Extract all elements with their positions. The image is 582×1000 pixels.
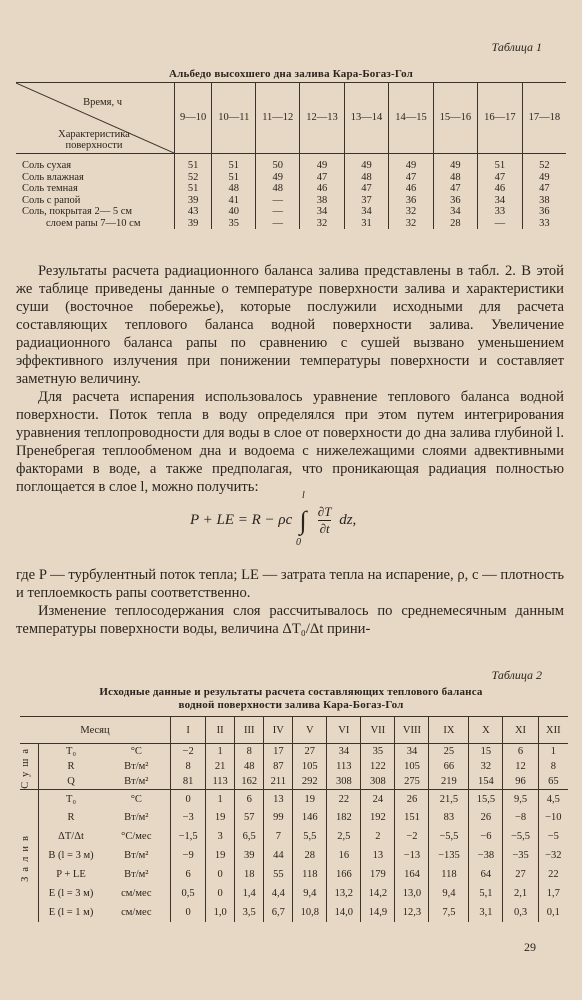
col-header: 10—11 [212, 83, 256, 154]
albedo-cell: 51 [175, 183, 212, 195]
value-cell: 35 [361, 744, 395, 759]
month-header-cell: VIII [395, 717, 429, 744]
table2-row [20, 744, 568, 759]
value-cell: 22 [327, 789, 361, 808]
value-cell: 3,5 [235, 903, 264, 922]
albedo-cell: 39 [175, 195, 212, 207]
value-cell: 12,3 [395, 903, 429, 922]
value-cell: 3 [206, 827, 235, 846]
value-cell: −5,5 [503, 827, 538, 846]
albedo-cell: 46 [300, 183, 344, 195]
value-cell: 26 [469, 808, 503, 827]
albedo-cell: 34 [433, 206, 477, 218]
value-cell: −3 [171, 808, 206, 827]
albedo-cell: 32 [389, 206, 433, 218]
paragraph-definitions: где P — турбулентный поток тепла; LE — затрата тепла на испарение, ρ, c — плотность и теплоемкость рапы соответственно. [16, 567, 564, 601]
table1-row [16, 154, 566, 172]
col-header: 11—12 [256, 83, 300, 154]
albedo-cell: 47 [522, 183, 566, 195]
table2-title-line2: водной поверхности залива Кара-Богаз-Гол [178, 699, 404, 711]
month-header: Месяц [20, 717, 171, 744]
month-header-cell: II [206, 717, 235, 744]
value-cell: 19 [206, 846, 235, 865]
table1-corner-cell [16, 83, 175, 154]
value-cell: 1,7 [538, 884, 568, 903]
table2-row [20, 865, 568, 884]
value-cell: 17 [264, 744, 293, 759]
albedo-cell: 36 [433, 195, 477, 207]
value-cell: 21 [206, 759, 235, 774]
value-cell: 15 [469, 744, 503, 759]
formula-tail: dz, [339, 511, 357, 528]
value-cell: 18 [235, 865, 264, 884]
value-cell: 6 [503, 744, 538, 759]
unit-cell: Вт/м² [124, 850, 149, 862]
value-cell: 64 [469, 865, 503, 884]
param-cell: E (l = 1 м) [48, 907, 94, 919]
value-cell: 179 [361, 865, 395, 884]
value-cell: 21,5 [429, 789, 469, 808]
value-cell: 55 [264, 865, 293, 884]
value-cell: 14,2 [361, 884, 395, 903]
value-cell: 22 [538, 865, 568, 884]
param-cell: T₀ [39, 789, 103, 808]
value-cell: 0 [206, 884, 235, 903]
value-cell: 8 [538, 759, 568, 774]
value-cell: 2,1 [503, 884, 538, 903]
albedo-cell: 46 [389, 183, 433, 195]
heat-balance-formula [190, 489, 357, 548]
albedo-cell: 38 [522, 195, 566, 207]
value-cell: 275 [395, 774, 429, 789]
value-cell: 113 [327, 759, 361, 774]
row-label: слоем рапы 7—10 см [46, 217, 141, 229]
col-header: 14—15 [389, 83, 433, 154]
param-cell: ΔT/Δt [58, 831, 84, 843]
value-cell: 146 [293, 808, 327, 827]
value-cell: 308 [327, 774, 361, 789]
col-header: 16—17 [478, 83, 522, 154]
month-header-cell: IV [264, 717, 293, 744]
value-cell: 83 [429, 808, 469, 827]
fraction-denominator: ∂t [319, 521, 330, 536]
albedo-cell: 34 [478, 195, 522, 207]
row-label: Соль, покрытая 2— 5 см [22, 206, 133, 217]
row-label: Соль сухая [22, 160, 72, 171]
table2-row [20, 774, 568, 789]
value-cell: 0,5 [171, 884, 206, 903]
integral-lower: 0 [296, 536, 302, 548]
value-cell: 16 [327, 846, 361, 865]
col-header: 9—10 [175, 83, 212, 154]
table1-row [16, 172, 566, 184]
value-cell: 6 [235, 789, 264, 808]
value-cell: 219 [429, 774, 469, 789]
albedo-cell: 38 [300, 195, 344, 207]
value-cell: 9,4 [429, 884, 469, 903]
month-header-cell: IX [429, 717, 469, 744]
month-header-cell: I [171, 717, 206, 744]
value-cell: −2 [395, 827, 429, 846]
albedo-cell: 51 [478, 154, 522, 172]
table1-row [16, 206, 566, 218]
albedo-cell: 47 [344, 183, 388, 195]
paragraph-heat-content: Изменение теплосодержания слоя рассчитывалось по среднемесячным данным температуры поверхности воды, величина ΔT₀/Δt прини- [16, 603, 564, 637]
albedo-cell: 41 [212, 195, 256, 207]
paragraph-group-1 [16, 262, 564, 496]
value-cell: 0 [171, 903, 206, 922]
albedo-cell: — [256, 206, 300, 218]
unit-cell: °C [103, 789, 171, 808]
value-cell: −5 [538, 827, 568, 846]
value-cell: 1,4 [235, 884, 264, 903]
value-cell: 25 [429, 744, 469, 759]
albedo-cell: 49 [300, 154, 344, 172]
value-cell: 2,5 [327, 827, 361, 846]
formula-left: P + LE = R − ρc [190, 511, 293, 528]
albedo-cell: 35 [212, 218, 256, 230]
value-cell: 3,1 [469, 903, 503, 922]
value-cell: −6 [469, 827, 503, 846]
table2-caption: Таблица 2 [491, 668, 542, 682]
value-cell: 6 [171, 865, 206, 884]
value-cell: 5,5 [293, 827, 327, 846]
value-cell: 211 [264, 774, 293, 789]
col-header: 13—14 [344, 83, 388, 154]
integral-sign: l ∫ 0 [296, 489, 307, 548]
albedo-cell: 49 [433, 154, 477, 172]
row-label: Соль темная [22, 183, 78, 194]
value-cell: 2 [361, 827, 395, 846]
albedo-cell: 49 [522, 172, 566, 184]
value-cell: 44 [264, 846, 293, 865]
unit-cell: см/мес [121, 907, 152, 919]
value-cell: 0,3 [503, 903, 538, 922]
value-cell: 1 [206, 789, 235, 808]
value-cell: 113 [206, 774, 235, 789]
integral-upper: l [302, 489, 305, 501]
value-cell: 99 [264, 808, 293, 827]
param-cell: R [67, 812, 75, 824]
value-cell: 28 [293, 846, 327, 865]
table2-row [20, 846, 568, 865]
param-cell: B (l = 3 м) [48, 850, 94, 862]
unit-cell: Вт/м² [124, 869, 149, 881]
value-cell: 9,5 [503, 789, 538, 808]
value-cell: 105 [395, 759, 429, 774]
heat-balance-table [20, 716, 568, 922]
param-cell: Q [67, 775, 75, 787]
row-label: Соль с рапой [22, 194, 81, 206]
table1-row [16, 195, 566, 207]
albedo-cell: 47 [433, 183, 477, 195]
month-header-cell: XII [538, 717, 568, 744]
value-cell: 65 [538, 774, 568, 789]
value-cell: 96 [503, 774, 538, 789]
albedo-cell: 47 [478, 172, 522, 184]
value-cell: 48 [235, 759, 264, 774]
value-cell: 5,1 [469, 884, 503, 903]
bay_rows-side-label: Залив [20, 830, 31, 882]
albedo-cell: 28 [433, 218, 477, 230]
value-cell: −35 [503, 846, 538, 865]
value-cell: 0 [206, 865, 235, 884]
albedo-cell: 48 [212, 183, 256, 195]
unit-cell: см/мес [121, 888, 152, 900]
param-cell: P + LE [56, 869, 86, 881]
col-header: 15—16 [433, 83, 477, 154]
value-cell: 57 [235, 808, 264, 827]
paragraph-evaporation: Для расчета испарения использовалось уравнение теплового баланса водной поверхности. Поток тепла в воду определялся при этом путем интегрирования уравнения теплопроводности для воды в слое от поверхности до дна залива глубиной l. Пренебрегая теплообменом дна и водоема с нижележащими слоями адвективными факторами в воде, а также предполагая, что проникающая радиация полностью поглощается в слое l, можно получить: [16, 389, 564, 495]
value-cell: 105 [293, 759, 327, 774]
table2-row [20, 827, 568, 846]
month-header-cell: V [293, 717, 327, 744]
albedo-cell: 49 [389, 154, 433, 172]
month-header-cell: VI [327, 717, 361, 744]
value-cell: 118 [293, 865, 327, 884]
albedo-cell: 31 [344, 218, 388, 230]
albedo-cell: 43 [175, 206, 212, 218]
albedo-cell: 51 [175, 154, 212, 172]
table1-row [16, 183, 566, 195]
value-cell: 10,8 [293, 903, 327, 922]
month-header-cell: VII [361, 717, 395, 744]
unit-cell: °C [103, 744, 171, 759]
table1-title: Альбедо высохшего дна залива Кара-Богаз-Гол [168, 68, 414, 80]
param-cell: T₀ [39, 744, 103, 759]
value-cell: 154 [469, 774, 503, 789]
table2-row [20, 884, 568, 903]
value-cell: 4,5 [538, 789, 568, 808]
fraction [318, 504, 332, 537]
value-cell: 24 [361, 789, 395, 808]
value-cell: 192 [361, 808, 395, 827]
table2-title-line1: Исходные данные и результаты расчета составляющих теплового баланса [99, 686, 483, 698]
value-cell: −5,5 [429, 827, 469, 846]
param-cell: R [67, 760, 75, 772]
value-cell: −2 [171, 744, 206, 759]
table2-row [20, 789, 568, 808]
albedo-cell: — [256, 218, 300, 230]
albedo-cell: 46 [478, 183, 522, 195]
value-cell: 6,7 [264, 903, 293, 922]
albedo-cell: 47 [300, 172, 344, 184]
month-header-cell: XI [503, 717, 538, 744]
value-cell: −8 [503, 808, 538, 827]
value-cell: −32 [538, 846, 568, 865]
value-cell: 13 [264, 789, 293, 808]
param-cell: E (l = 3 м) [48, 888, 94, 900]
unit-cell: Вт/м² [124, 775, 149, 787]
col-header: 12—13 [300, 83, 344, 154]
value-cell: 1 [538, 744, 568, 759]
value-cell: 164 [395, 865, 429, 884]
albedo-cell: 49 [344, 154, 388, 172]
page-number: 29 [524, 940, 536, 954]
value-cell: 7 [264, 827, 293, 846]
albedo-cell: 47 [389, 172, 433, 184]
value-cell: 0 [171, 789, 206, 808]
value-cell: 81 [171, 774, 206, 789]
value-cell: 308 [361, 774, 395, 789]
corner-characteristic-label: Характеристика поверхности [58, 129, 130, 151]
value-cell: −38 [469, 846, 503, 865]
albedo-cell: 34 [344, 206, 388, 218]
albedo-cell: 40 [212, 206, 256, 218]
value-cell: 13 [361, 846, 395, 865]
albedo-table [16, 82, 566, 229]
value-cell: 34 [395, 744, 429, 759]
paragraph-group-2 [16, 566, 564, 638]
albedo-cell: 52 [522, 154, 566, 172]
albedo-cell: 32 [389, 218, 433, 230]
value-cell: 26 [395, 789, 429, 808]
value-cell: −10 [538, 808, 568, 827]
row-label: Соль влажная [22, 171, 84, 183]
albedo-cell: 36 [389, 195, 433, 207]
albedo-cell: 36 [522, 206, 566, 218]
value-cell: 13,2 [327, 884, 361, 903]
value-cell: 8 [171, 759, 206, 774]
albedo-cell: 49 [256, 172, 300, 184]
albedo-cell: 33 [478, 206, 522, 218]
unit-cell: Вт/м² [124, 812, 149, 824]
value-cell: 292 [293, 774, 327, 789]
value-cell: 13,0 [395, 884, 429, 903]
value-cell: 151 [395, 808, 429, 827]
value-cell: 118 [429, 865, 469, 884]
albedo-cell: — [256, 195, 300, 207]
value-cell: 4,4 [264, 884, 293, 903]
value-cell: −135 [429, 846, 469, 865]
col-header: 17—18 [522, 83, 566, 154]
albedo-cell: 33 [522, 218, 566, 230]
albedo-cell: 48 [433, 172, 477, 184]
albedo-cell: 51 [212, 172, 256, 184]
albedo-cell: 34 [300, 206, 344, 218]
paragraph-radiation-balance: Результаты расчета радиационного баланса залива представлены в табл. 2. В этой же таблице приведены данные о температуре поверхности залива и характеристики суши (восточное побережье), которые послужили исходными для расчета составляющих теплового баланса водной поверхности залива. Увеличение радиационного баланса рапы по сравнению с сушей вызвано уменьшением эффективного излучения при понижении температуры поверхности и составляет заметную величину. [16, 263, 564, 387]
value-cell: 166 [327, 865, 361, 884]
value-cell: 0,1 [538, 903, 568, 922]
value-cell: −13 [395, 846, 429, 865]
albedo-cell: 50 [256, 154, 300, 172]
value-cell: 15,5 [469, 789, 503, 808]
albedo-cell: 52 [175, 172, 212, 184]
value-cell: 122 [361, 759, 395, 774]
value-cell: 8 [235, 744, 264, 759]
value-cell: 14,9 [361, 903, 395, 922]
corner-time-label: Время, ч [83, 97, 122, 108]
value-cell: 34 [327, 744, 361, 759]
value-cell: −1,5 [171, 827, 206, 846]
value-cell: 27 [503, 865, 538, 884]
month-header-cell: X [469, 717, 503, 744]
value-cell: 14,0 [327, 903, 361, 922]
fraction-numerator: ∂T [317, 504, 332, 519]
albedo-cell: 48 [256, 183, 300, 195]
albedo-cell: 51 [212, 154, 256, 172]
albedo-cell: 37 [344, 195, 388, 207]
value-cell: 7,5 [429, 903, 469, 922]
value-cell: 12 [503, 759, 538, 774]
value-cell: 9,4 [293, 884, 327, 903]
value-cell: 182 [327, 808, 361, 827]
table1-caption: Таблица 1 [491, 40, 542, 54]
value-cell: 6,5 [235, 827, 264, 846]
table2-row [20, 759, 568, 774]
albedo-cell: — [478, 218, 522, 230]
albedo-cell: 48 [344, 172, 388, 184]
value-cell: 1 [206, 744, 235, 759]
unit-cell: °C/мес [121, 831, 152, 843]
month-header-cell: III [235, 717, 264, 744]
unit-cell: Вт/м² [124, 760, 149, 772]
value-cell: 1,0 [206, 903, 235, 922]
value-cell: 66 [429, 759, 469, 774]
land_rows-side-label: Суша [20, 744, 31, 789]
table1-row [16, 218, 566, 230]
value-cell: 87 [264, 759, 293, 774]
table2-row [20, 808, 568, 827]
value-cell: −9 [171, 846, 206, 865]
value-cell: 32 [469, 759, 503, 774]
albedo-cell: 32 [300, 218, 344, 230]
value-cell: 162 [235, 774, 264, 789]
albedo-cell: 39 [175, 218, 212, 230]
value-cell: 39 [235, 846, 264, 865]
value-cell: 19 [206, 808, 235, 827]
value-cell: 27 [293, 744, 327, 759]
value-cell: 19 [293, 789, 327, 808]
table2-row [20, 903, 568, 922]
